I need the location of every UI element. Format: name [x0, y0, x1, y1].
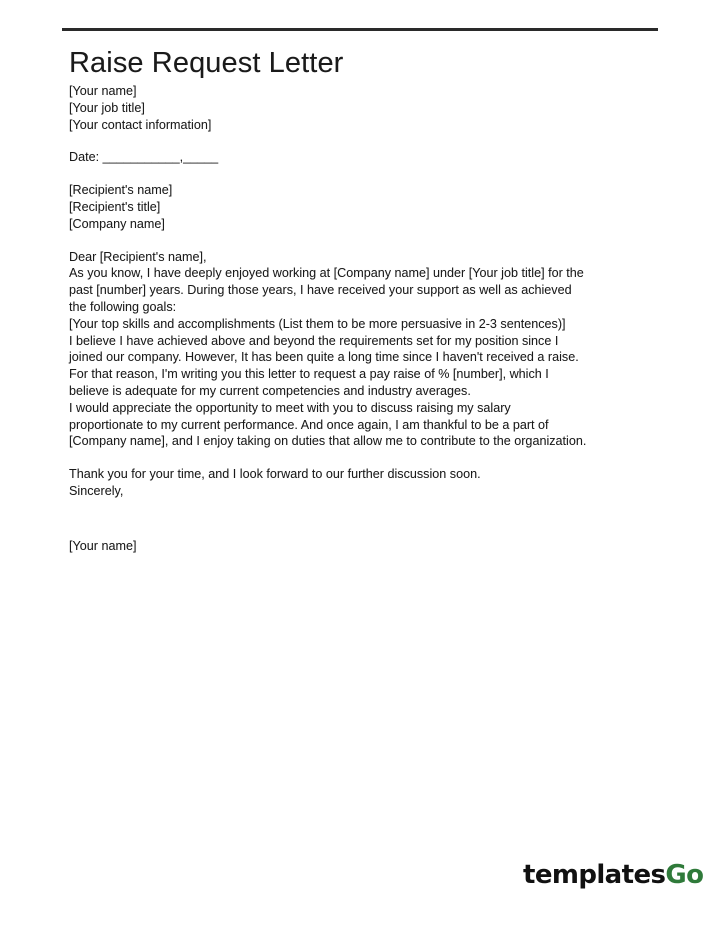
- templatesgo-logo: [523, 860, 703, 890]
- signature-name: [Your name]: [69, 538, 137, 553]
- top-rule: [62, 28, 658, 31]
- body-line: [Your top skills and accomplishments (List them to be more persuasive in 2-3 sentences)]: [69, 316, 566, 331]
- signature-block: [69, 538, 669, 555]
- recipient-company: [Company name]: [69, 216, 165, 231]
- date-block: [69, 149, 669, 166]
- body-line: [Company name], and I enjoy taking on duties that allow me to contribute to the organization.: [69, 434, 587, 449]
- logo-text-accent: Go: [665, 860, 704, 890]
- recipient-name: [Recipient's name]: [69, 183, 173, 198]
- body-line: proportionate to my current performance. And once again, I am thankful to be a part of: [69, 417, 549, 432]
- date-line: Date: ___________,_____: [69, 150, 219, 165]
- body-line: As you know, I have deeply enjoyed working at [Company name] under [Your job title] for the: [69, 266, 584, 281]
- sender-job-title: [Your job title]: [69, 100, 145, 115]
- closing-block: [69, 466, 669, 500]
- sender-contact: [Your contact information]: [69, 117, 212, 132]
- body-line: the following goals:: [69, 299, 177, 314]
- body-line: For that reason, I'm writing you this letter to request a pay raise of % [number], which I: [69, 367, 549, 382]
- body-line: I believe I have achieved above and beyond the requirements set for my position since I: [69, 333, 559, 348]
- document-title: Raise Request Letter: [69, 47, 344, 79]
- closing-sincerely: Sincerely,: [69, 483, 124, 498]
- sender-block: [69, 83, 669, 133]
- recipient-block: [69, 182, 669, 232]
- body-line: believe is adequate for my current competencies and industry averages.: [69, 383, 471, 398]
- sender-name: [Your name]: [69, 84, 137, 98]
- logo-text-main: templates: [523, 860, 666, 890]
- recipient-title: [Recipient's title]: [69, 199, 161, 214]
- letter-body: [69, 249, 669, 451]
- body-line: past [number] years. During those years, I have received your support as well as achieved: [69, 283, 572, 298]
- closing-thanks: Thank you for your time, and I look forward to our further discussion soon.: [69, 467, 481, 482]
- body-line: joined our company. However, It has been quite a long time since I haven't received a raise.: [69, 350, 579, 365]
- letter: [69, 46, 669, 555]
- body-line: I would appreciate the opportunity to meet with you to discuss raising my salary: [69, 400, 511, 415]
- salutation: Dear [Recipient's name],: [69, 249, 207, 264]
